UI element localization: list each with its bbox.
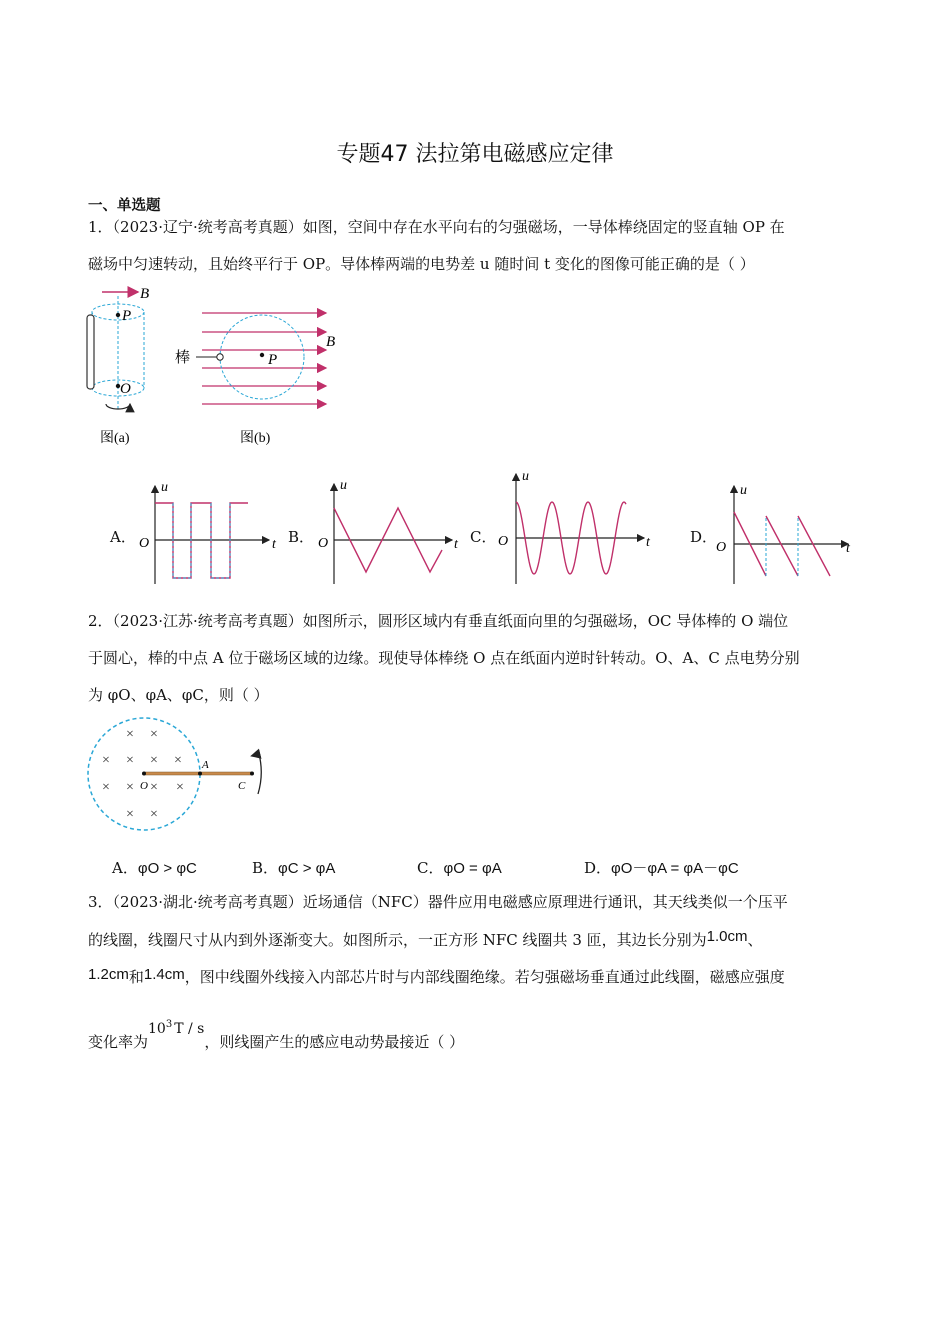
- rate-unit: T / s: [174, 1021, 205, 1037]
- option-letter: A．: [112, 859, 138, 877]
- separator: 、: [747, 931, 763, 949]
- q1-option-D-letter[interactable]: D．: [690, 528, 718, 546]
- fig-a-label-B: B: [140, 286, 150, 302]
- fig-b-label-rod: 棒: [175, 350, 191, 366]
- q2-option-C[interactable]: [417, 857, 502, 878]
- q1-option-C-graph[interactable]: [494, 466, 659, 590]
- q3-line-2-text: 的线圈，线圈尺寸从内到外逐渐变大。如图所示，一正方形 NFC 线圈共 3 匝，其边长分别为: [88, 931, 707, 949]
- option-text: φO = φA: [443, 860, 502, 877]
- rod-shape: [87, 315, 94, 389]
- q2-figure: [86, 716, 276, 836]
- axis-origin: O: [318, 536, 329, 551]
- axis-u: u: [340, 478, 347, 493]
- q2-option-D[interactable]: [584, 857, 739, 878]
- option-text: φO > φC: [137, 860, 197, 877]
- cross-icon: ×: [150, 727, 158, 742]
- cross-icon: ×: [174, 753, 182, 768]
- option-letter: D．: [584, 859, 612, 877]
- q2-line-2: 于圆心，棒的中点 A 位于磁场区域的边缘。现使导体棒绕 O 点在纸面内逆时针转动。O、A、C 点电势分别: [88, 649, 800, 667]
- q1-option-C-letter[interactable]: C．: [470, 528, 497, 546]
- option-text: φO－φA = φA－φC: [611, 860, 739, 877]
- axis-t: t: [454, 537, 458, 552]
- rate-exponent: 3: [165, 1019, 173, 1030]
- label-A: A: [202, 759, 209, 771]
- fig-a-label-P: P: [122, 308, 132, 324]
- q1-option-B-graph[interactable]: [312, 476, 467, 590]
- fig-b-label-P: P: [268, 352, 278, 368]
- cross-icon: ×: [150, 807, 158, 822]
- fig-a-label-O: O: [120, 381, 131, 397]
- option-letter: C．: [417, 859, 444, 877]
- label-C: C: [238, 780, 246, 792]
- q3-line-3: [88, 967, 785, 988]
- rate-base: 10: [148, 1021, 166, 1037]
- cross-icon: ×: [102, 753, 110, 768]
- q1-option-D-graph[interactable]: [714, 480, 864, 590]
- axis-t: t: [646, 535, 650, 550]
- q2-option-A[interactable]: [112, 857, 197, 878]
- axis-t: t: [846, 541, 850, 556]
- fig-a-caption: 图(a): [100, 431, 130, 446]
- page-title: 专题47 法拉第电磁感应定律: [336, 142, 614, 167]
- rate-value: [148, 1021, 204, 1037]
- q1-option-A-letter[interactable]: A．: [110, 528, 136, 546]
- q1-figures: [80, 282, 360, 450]
- cross-icon: ×: [126, 727, 134, 742]
- q1-option-B-letter[interactable]: B．: [288, 528, 315, 546]
- axis-u: u: [161, 480, 168, 495]
- axis-u: u: [522, 469, 529, 484]
- q3-line-4-text-a: 变化率为: [88, 1033, 149, 1051]
- q2-line-1: 2．（2023·江苏·统考高考真题）如图所示，圆形区域内有垂直纸面向里的匀强磁场，OC 导体棒的 O 端位: [88, 612, 789, 630]
- cross-icon: ×: [102, 780, 110, 795]
- axis-t: t: [272, 537, 276, 552]
- axis-u: u: [740, 483, 747, 498]
- cross-icon: ×: [150, 753, 158, 768]
- label-O: O: [140, 780, 148, 792]
- option-letter: B．: [252, 859, 279, 877]
- value-2: 1.2cm: [88, 966, 129, 983]
- value-3: 1.4cm: [143, 966, 185, 983]
- axis-origin: O: [498, 534, 509, 549]
- cross-icon: ×: [150, 780, 158, 795]
- value-1: 1.0cm: [706, 928, 748, 945]
- fig-b-label-B: B: [326, 334, 336, 350]
- q3-line-4-text-b: ，则线圈产生的感应电动势最接近（ ）: [204, 1033, 465, 1051]
- q3-line-2: [88, 930, 763, 951]
- q2-option-B[interactable]: [252, 857, 335, 878]
- axis-origin: O: [139, 536, 150, 551]
- q3-line-1: 3．（2023·湖北·统考高考真题）近场通信（NFC）器件应用电磁感应原理进行通讯，其天线类似一个压平: [88, 893, 788, 911]
- q1-option-A-graph[interactable]: [133, 478, 283, 590]
- figure-b-topview: [175, 313, 335, 446]
- q1-line-2: 磁场中匀速转动，且始终平行于 OP。导体棒两端的电势差 u 随时间 t 变化的图像可能正确的是（ ）: [88, 255, 755, 273]
- q3-line-3-text: ，图中线圈外线接入内部芯片时与内部线圈绝缘。若匀强磁场垂直通过此线圈，磁感应强度: [184, 968, 785, 986]
- cross-icon: ×: [126, 807, 134, 822]
- rotation-arrow-icon: [258, 754, 261, 794]
- conjunction: 和: [128, 968, 144, 986]
- q2-line-3: 为 φO、φA、φC，则（ ）: [88, 686, 269, 704]
- cross-icon: ×: [176, 780, 184, 795]
- q3-line-4: [88, 1019, 465, 1053]
- fig-b-caption: 图(b): [240, 431, 271, 446]
- section-heading: 一、单选题: [88, 198, 161, 214]
- option-text: φC > φA: [278, 860, 336, 877]
- figure-a-cylinder: [87, 286, 149, 446]
- q1-line-1: 1．（2023·辽宁·统考高考真题）如图，空间中存在水平向右的匀强磁场，一导体棒绕固定的竖直轴 OP 在: [88, 218, 785, 236]
- cross-icon: ×: [126, 753, 134, 768]
- cross-icon: ×: [126, 780, 134, 795]
- axis-origin: O: [716, 540, 727, 555]
